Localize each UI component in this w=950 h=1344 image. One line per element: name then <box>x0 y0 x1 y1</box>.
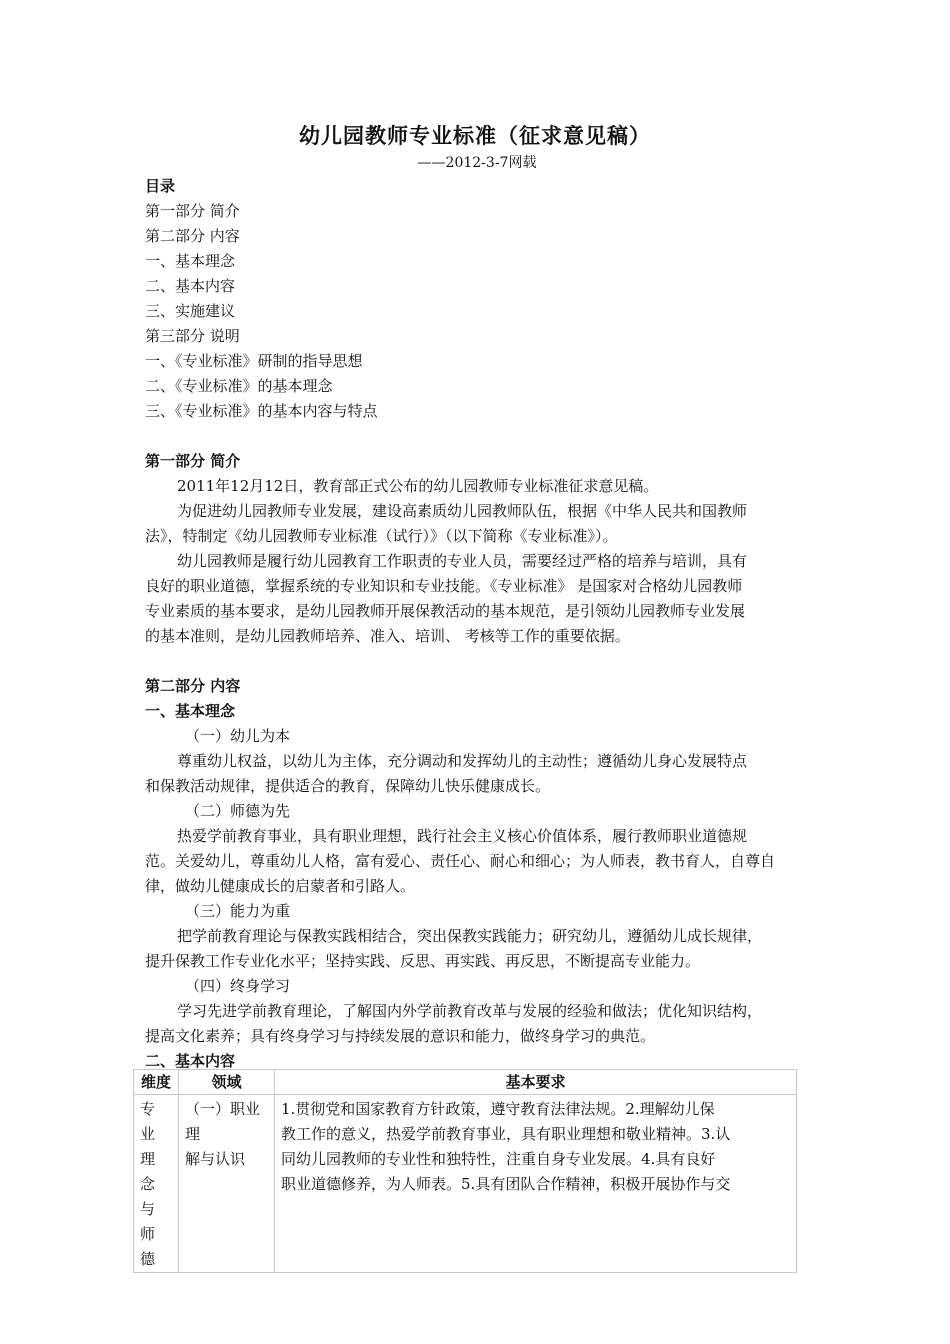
paragraph-line: 范。关爱幼儿，尊重幼儿人格，富有爱心、责任心、耐心和细心；为人师表，教书育人，自尊自 <box>145 852 776 870</box>
paragraph-line: 法》，特制定《幼儿园教师专业标准（试行）》（以下简称《专业标准》）。 <box>145 527 618 545</box>
table-header-row <box>134 1070 797 1095</box>
principle-label: （四）终身学习 <box>185 977 291 995</box>
section-heading: 二、基本内容 <box>145 1052 236 1070</box>
part2-heading: 第二部分 内容 <box>145 677 241 695</box>
paragraph-line: 2011年12月12日，教育部正式公布的幼儿园教师专业标准征求意见稿。 <box>177 477 659 495</box>
toc-item: 三、《专业标准》的基本内容与特点 <box>145 402 378 420</box>
paragraph-line: 专业素质的基本要求，是幼儿园教师开展保教活动的基本规范，是引领幼儿园教师专业发展 <box>145 602 746 620</box>
table-row <box>134 1095 797 1273</box>
paragraph-line: 幼儿园教师是履行幼儿园教育工作职责的专业人员，需要经过严格的培养与培训，具有 <box>177 552 748 570</box>
requirement-line: 1.贯彻党和国家教育方针政策，遵守教育法律法规。2.理解幼儿保 <box>281 1100 715 1118</box>
paragraph-line: 良好的职业道德，掌握系统的专业知识和专业技能。《专业标准》 是国家对合格幼儿园教师 <box>145 577 743 595</box>
paragraph-line: 律，做幼儿健康成长的启蒙者和引路人。 <box>145 877 416 895</box>
toc-item: 第一部分 简介 <box>145 202 240 220</box>
document-body <box>145 174 810 1074</box>
toc-item: 第三部分 说明 <box>145 327 240 345</box>
requirement-line: 教工作的意义，热爱学前教育事业，具有职业理想和敬业精神。3.认 <box>281 1125 731 1143</box>
document-title: 幼儿园教师专业标准（征求意见稿） <box>299 124 651 148</box>
principle-label: （一）幼儿为本 <box>185 727 291 745</box>
toc-item: 二、基本内容 <box>145 277 236 295</box>
principle-label: （三）能力为重 <box>185 902 291 920</box>
paragraph-line: 把学前教育理论与保教实践相结合，突出保教实践能力；研究幼儿，遵循幼儿成长规律， <box>177 927 763 945</box>
paragraph-line: 尊重幼儿权益，以幼儿为主体，充分调动和发挥幼儿的主动性；遵循幼儿身心发展特点 <box>177 752 748 770</box>
requirement-line: 同幼儿园教师的专业性和独特性，注重自身专业发展。4.具有良好 <box>281 1150 716 1168</box>
area-cell <box>179 1095 275 1273</box>
paragraph-line: 的基本准则，是幼儿园教师培养、准入、培训、 考核等工作的重要依据。 <box>145 627 630 645</box>
paragraph-line: 学习先进学前教育理论，了解国内外学前教育改革与发展的经验和做法；优化知识结构， <box>177 1002 763 1020</box>
paragraph-line: 和保教活动规律，提供适合的教育，保障幼儿快乐健康成长。 <box>145 777 551 795</box>
toc-item: 三、实施建议 <box>145 302 236 320</box>
paragraph-line: 提高文化素养；具有终身学习与持续发展的意识和能力，做终身学习的典范。 <box>145 1027 656 1045</box>
part1-heading: 第一部分 简介 <box>145 452 241 470</box>
requirements-cell <box>275 1095 797 1273</box>
paragraph-line: 提升保教工作专业化水平；坚持实践、反思、再实践、再反思，不断提高专业能力。 <box>145 952 701 970</box>
dimension-line: 德 <box>140 1250 164 1268</box>
toc-item: 一、《专业标准》研制的指导思想 <box>145 352 363 370</box>
requirement-line: 职业道德修养，为人师表。5.具有团队合作精神，积极开展协作与交 <box>281 1175 731 1193</box>
area-line: （一）职业理 <box>185 1100 261 1143</box>
toc-heading: 目录 <box>145 177 176 195</box>
section-heading: 一、基本理念 <box>145 702 236 720</box>
dimension-cell <box>134 1095 179 1273</box>
toc-item: 第二部分 内容 <box>145 227 240 245</box>
column-header-requirements: 基本要求 <box>275 1070 797 1095</box>
area-line: 解与认识 <box>185 1150 246 1168</box>
dimension-line: 专 业 <box>140 1100 164 1143</box>
standards-table <box>133 1069 797 1273</box>
toc-item: 二、《专业标准》的基本理念 <box>145 377 333 395</box>
principle-label: （二）师德为先 <box>185 802 291 820</box>
paragraph-line: 热爱学前教育事业，具有职业理想，践行社会主义核心价值体系，履行教师职业道德规 <box>177 827 748 845</box>
toc-item: 一、基本理念 <box>145 252 236 270</box>
dimension-line: 理 念 <box>140 1150 164 1193</box>
column-header-area: 领域 <box>179 1070 275 1095</box>
dimension-line: 与 师 <box>140 1200 164 1243</box>
column-header-dimension: 维度 <box>134 1070 179 1095</box>
document-subtitle: ——2012-3-7网载 <box>417 155 537 171</box>
paragraph-line: 为促进幼儿园教师专业发展，建设高素质幼儿园教师队伍，根据《中华人民共和国教师 <box>177 502 748 520</box>
